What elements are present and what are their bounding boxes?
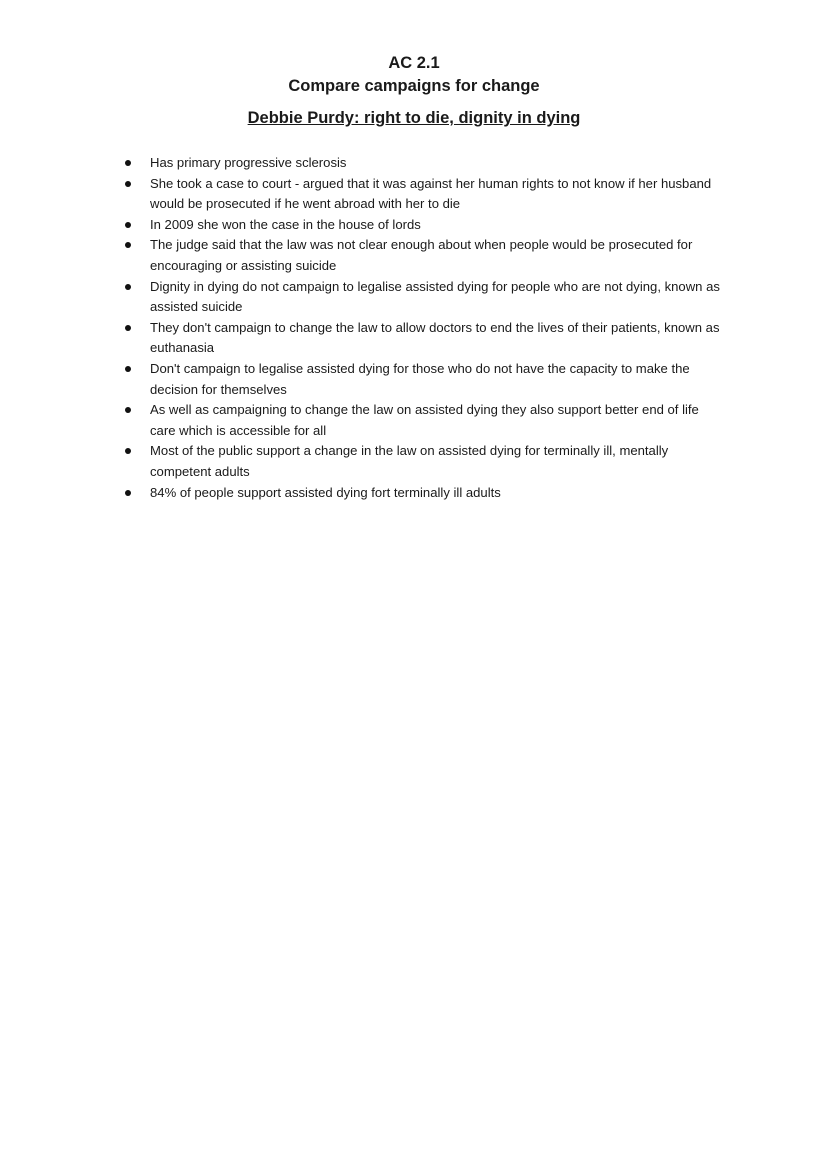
list-item-text: She took a case to court - argued that it was against her human rights to not know if her husband would be prosecuted if he went abroad with her to die <box>150 175 712 212</box>
list-item <box>122 174 722 215</box>
list-item <box>122 400 722 441</box>
list-item <box>122 215 722 236</box>
page-subtitle: Debbie Purdy: right to die, dignity in dying <box>247 109 581 127</box>
bullet-icon <box>125 181 131 187</box>
bullet-icon <box>125 242 131 248</box>
list-item <box>122 318 722 359</box>
list-item-text: In 2009 she won the case in the house of lords <box>150 216 421 232</box>
list-item <box>122 483 722 504</box>
list-item-text: The judge said that the law was not clear enough about when people would be prosecuted for encouraging or assisting suicide <box>150 237 693 273</box>
list-item <box>122 235 722 276</box>
list-item-text: 84% of people support assisted dying fort terminally ill adults <box>150 484 501 500</box>
bullet-icon <box>125 366 131 372</box>
list-item-text: They don't campaign to change the law to allow doctors to end the lives of their patients, known as euthanasia <box>150 319 720 356</box>
list-item-text: Most of the public support a change in the law on assisted dying for terminally ill, mentally competent adults <box>150 443 669 479</box>
bullet-list <box>122 153 722 503</box>
bullet-icon <box>125 284 131 290</box>
page-title: Compare campaigns for change <box>288 77 540 95</box>
list-item-text: Dignity in dying do not campaign to legalise assisted dying for people who are not dying, known as assisted suicide <box>150 278 720 315</box>
assessment-code: AC 2.1 <box>388 54 440 72</box>
list-item-text: Don't campaign to legalise assisted dying for those who do not have the capacity to make the decision for themselves <box>150 360 690 397</box>
document-header <box>0 52 828 129</box>
bullet-icon <box>125 160 131 166</box>
bullet-icon <box>125 222 131 228</box>
bullet-icon <box>125 407 131 413</box>
bullet-icon <box>125 490 131 496</box>
list-item-text: As well as campaigning to change the law on assisted dying they also support better end of life care which is accessible for all <box>150 402 699 438</box>
list-item <box>122 153 722 174</box>
list-item <box>122 277 722 318</box>
list-item-text: Has primary progressive sclerosis <box>150 155 347 170</box>
list-item <box>122 441 722 482</box>
bullet-icon <box>125 325 131 331</box>
bullet-icon <box>125 448 131 454</box>
list-item <box>122 359 722 400</box>
